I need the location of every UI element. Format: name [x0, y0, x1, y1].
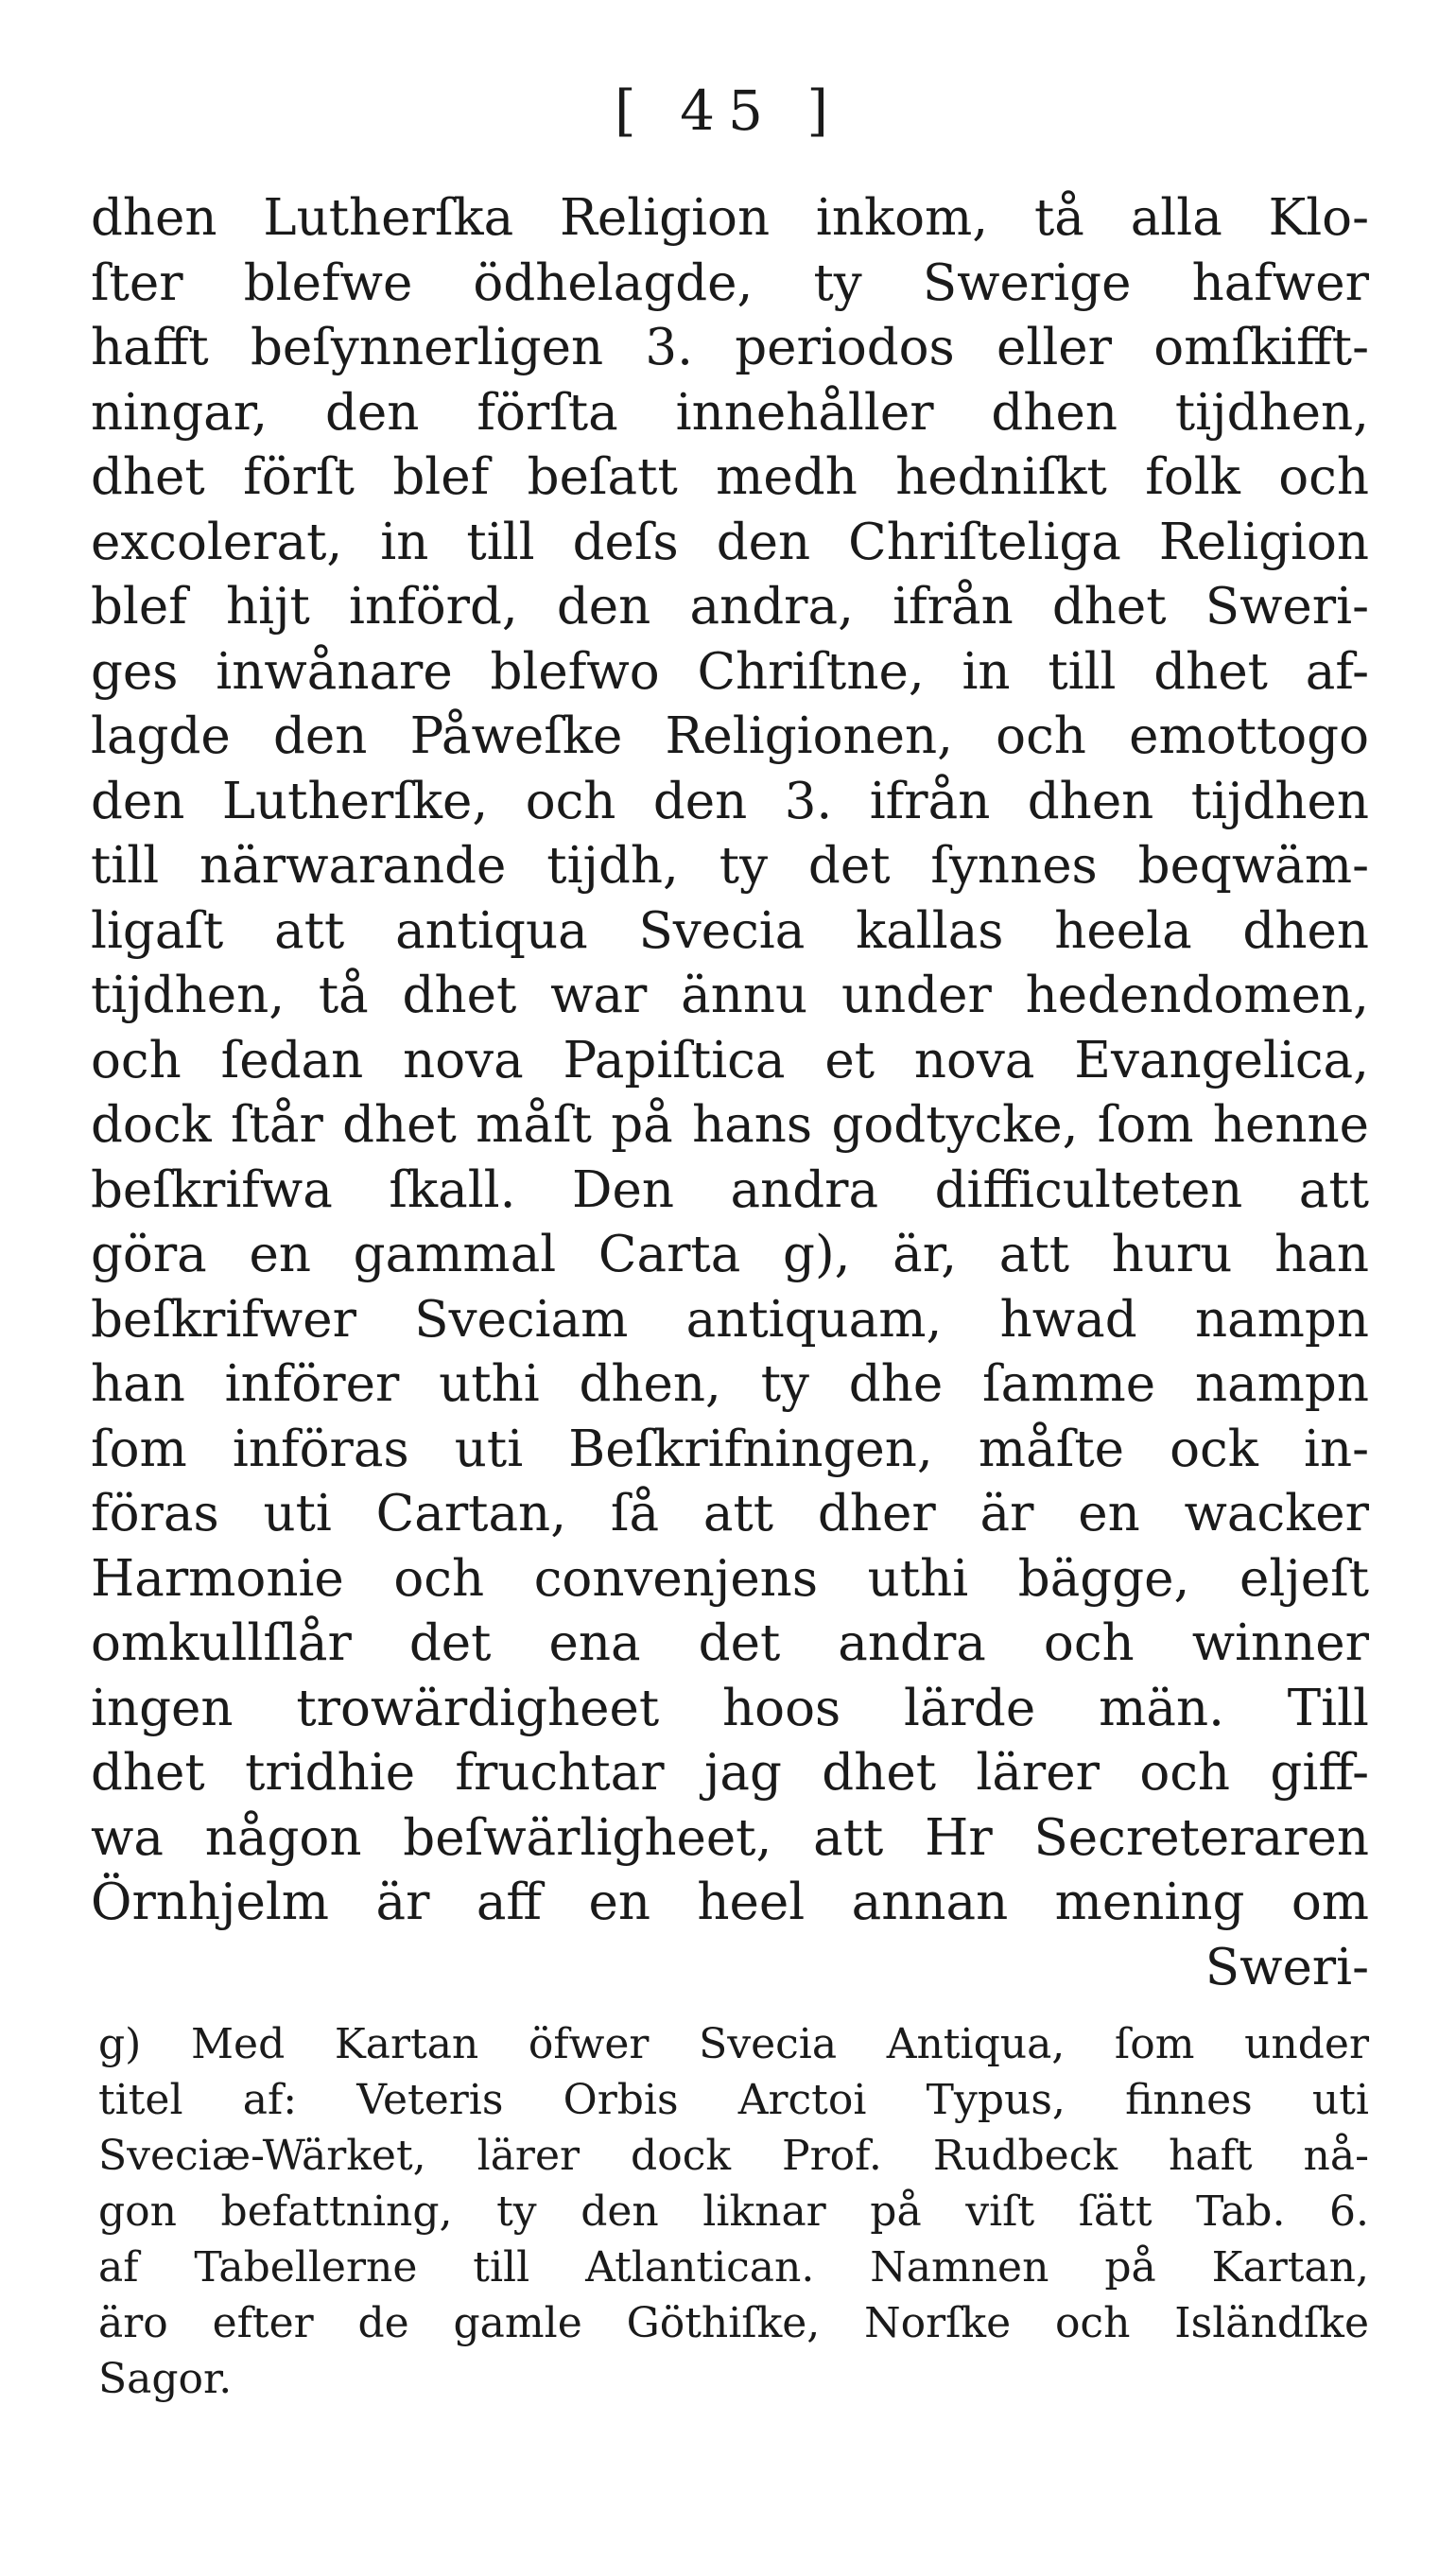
- footnote-line: gon befattning, ty den liknar på viſt ſätt Tab. 6.: [98, 2187, 1369, 2236]
- text-line: Örnhjelm är aff en heel annan mening om: [91, 1874, 1369, 1931]
- text-line: och ſedan nova Papiſtica et nova Evangelica,: [91, 1031, 1369, 1089]
- text-line: omkullſlår det ena det andra och winner: [91, 1614, 1369, 1672]
- body-text: [91, 186, 1369, 2000]
- text-line: dhen Lutherſka Religion inkom, tå alla Klo-: [91, 189, 1369, 247]
- text-line: excolerat, in till deſs den Chriſteliga Religion: [91, 513, 1369, 571]
- text-line: ſter blefwe ödhelagde, ty Swerige hafwer: [91, 253, 1369, 312]
- text-line: lagde den Påweſke Religionen, och emottogo: [91, 707, 1369, 765]
- footnote-line: titel af: Veteris Orbis Arctoi Typus, finnes uti: [98, 2076, 1369, 2124]
- text-line: wa någon beſwärligheet, att Hr Secreteraren: [91, 1808, 1369, 1867]
- text-line: ſom införas uti Beſkrifningen, måſte ock in-: [91, 1420, 1369, 1478]
- footnote-line: af Tabellerne till Atlantican. Namnen på Kartan,: [98, 2243, 1369, 2292]
- text-line: ningar, den förſta innehåller dhen tijdhen,: [91, 383, 1369, 442]
- text-line: göra en gammal Carta g), är, att huru han: [91, 1226, 1369, 1283]
- text-line: Harmonie och convenjens uthi bägge, eljeſt: [91, 1549, 1369, 1608]
- text-line: dock ſtår dhet måſt på hans godtycke, ſom henne: [91, 1096, 1369, 1154]
- text-line: ligaſt att antiqua Svecia kallas heela dhen: [91, 901, 1369, 960]
- text-line: dhet förſt blef beſatt medh hedniſkt folk och: [91, 448, 1369, 506]
- footnote: [98, 2016, 1369, 2407]
- footnote-line: g) Med Kartan öfwer Svecia Antiqua, ſom under: [98, 2020, 1369, 2068]
- text-line: blef hijt införd, den andra, ifrån dhet Sweri-: [91, 578, 1369, 636]
- text-line: dhet tridhie fruchtar jag dhet lärer och giff-: [91, 1744, 1369, 1802]
- text-line: beſkrifwa ſkall. Den andra difficulteten att: [91, 1160, 1369, 1219]
- text-line: beſkrifwer Sveciam antiquam, hwad nampn: [91, 1290, 1369, 1349]
- catchword: Sweri-: [1205, 1938, 1369, 1996]
- text-line: hafft beſynnerligen 3. periodos eller omſkifft-: [91, 319, 1369, 376]
- text-line: föras uti Cartan, ſå att dher är en wacker: [91, 1485, 1369, 1542]
- text-line: han införer uthi dhen, ty dhe ſamme nampn: [91, 1355, 1369, 1413]
- text-line: ingen trowärdigheet hoos lärde män. Till: [91, 1679, 1369, 1737]
- footnote-line: Sagor.: [98, 2355, 233, 2403]
- text-line: den Lutherſke, och den 3. ifrån dhen tijdhen: [91, 772, 1369, 830]
- footnote-line: äro efter de gamle Göthiſke, Norſke och Isländſke: [98, 2299, 1369, 2347]
- text-line: till närwarande tijdh, ty det ſynnes beqwäm-: [91, 837, 1369, 895]
- footnote-line: Sveciæ-Wärket, lärer dock Prof. Rudbeck haft nå-: [98, 2132, 1369, 2180]
- page-number: [ 45 ]: [615, 78, 841, 143]
- text-line: tijdhen, tå dhet war ännu under hedendomen,: [91, 967, 1369, 1024]
- text-line: ges inwånare blefwo Chriſtne, in till dhet af-: [91, 642, 1369, 701]
